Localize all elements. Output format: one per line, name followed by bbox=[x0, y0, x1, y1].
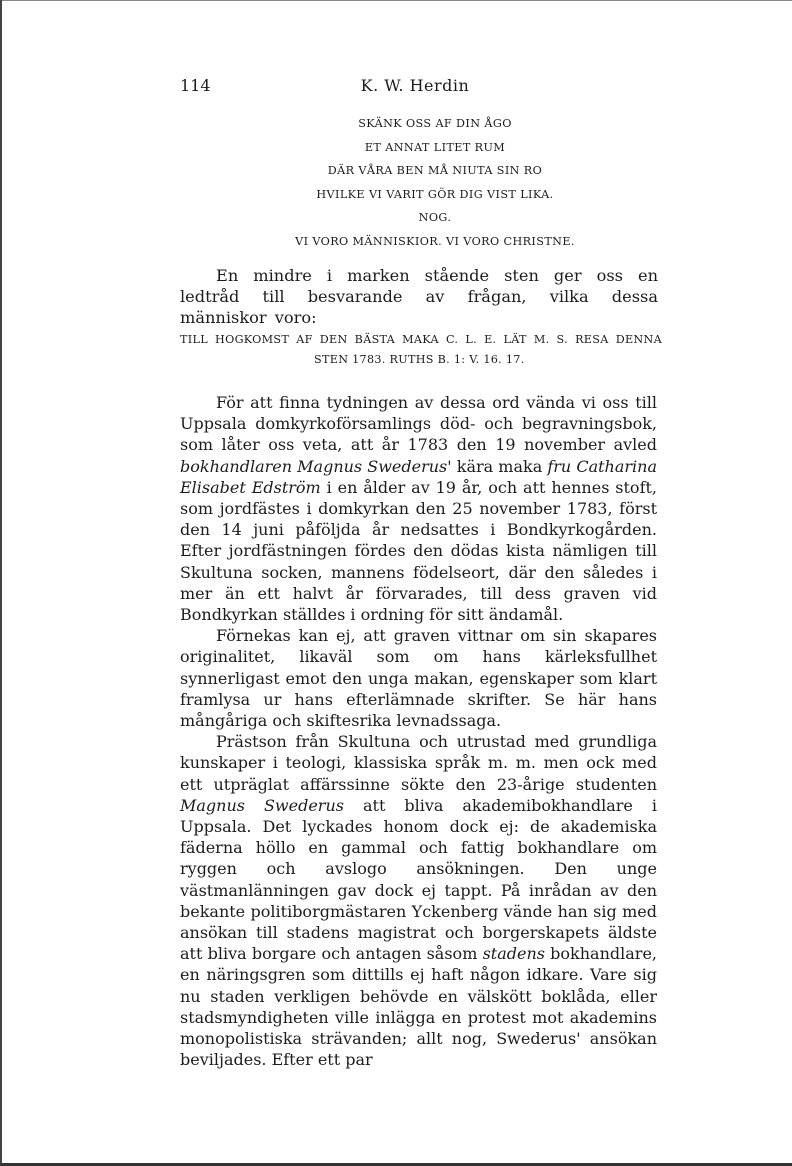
paragraph-1-text-c: i en ålder av 19 år, och att hennes stoft, som jordfästes i domkyrkan den 25 november 1783, först den 14 juni påföljda år nedsattes i Bondkyrkogården. Efter jordfästningen fördes den dödas kista nämligen till Skultuna socken, mannens födelseort, där den således i mer än ett halvt år förvarades, till dess graven vid Bondkyrkan ställdes i ordning för sitt ändamål. bbox=[180, 477, 658, 625]
inscription-line: NOG. bbox=[418, 211, 452, 225]
intro-paragraph: En mindre i marken stående sten ger oss en ledtråd till besvarande av frågan, vilka dessa människor voro: bbox=[180, 266, 658, 327]
stone-inscription-line-2: STEN 1783. RUTHS B. 1: V. 16. 17. bbox=[314, 353, 525, 366]
paragraph-1-italic-b: fru Catharina Elisabet Edström bbox=[180, 456, 658, 497]
inscription-line: DÄR VÅRA BEN MÅ NIUTA SIN RO bbox=[327, 164, 543, 178]
stone-inscription bbox=[180, 330, 662, 370]
paragraph-3-text-b: att bliva akademibokhandlare i Uppsala. Det lyckades honom dock ej: de akademiska fäderna höllo en gammal och fattig bokhandlare om ryggen och avslogo ansökningen. Den unge västmanlänningen gav dock ej tappt. På inrådan av den bekante politiborgmästaren Yckenberg vände han sig med ansökan till stadens magistrat och borgerskapets äldste att bliva borgare och antagen såsom bbox=[180, 795, 658, 964]
paragraph-1-italic-a: bokhandlaren Magnus Swederus' bbox=[180, 456, 452, 476]
paragraph-3-text-c: bokhandlare, en näringsgren som dittills ej haft någon idkare. Vare sig nu staden verkligen behövde en välskött boklåda, eller stadsmyndigheten ville inlägga en protest mot akademins monopolistiska strävanden; allt nog, Swederus' ansökan beviljades. Efter ett par bbox=[180, 944, 658, 1070]
paragraph-1-text-b: kära maka bbox=[451, 456, 548, 476]
page-header bbox=[180, 76, 650, 98]
paragraph-2: Förnekas kan ej, att graven vittnar om sin skapares originalitet, likaväl som om hans kärleksfullhet synnerligast emot den unga makan, egenskaper som klart framlysa ur hans efterlämnade skrifter. Se här hans mångåriga och skiftesrika levnadssaga. bbox=[180, 626, 657, 731]
paragraph-1-text-a: För att finna tydningen av dessa ord vända vi oss till Uppsala domkyrkoförsamlings död- och begravningsbok, som låter oss veta, att år 1783 den 19 november avled bbox=[180, 393, 657, 455]
stone-inscription-line-1: TILL HOGKOMST AF DEN BÄSTA MAKA C. L. E. LÄT M. S. RESA DENNA bbox=[180, 333, 662, 346]
paragraph-3-italic-b: stadens bbox=[482, 944, 545, 964]
scan-edge-left bbox=[0, 0, 2, 1166]
inscription-line: VI VORO MÄNNISKIOR. VI VORO CHRISTNE. bbox=[295, 234, 575, 248]
paragraph-1 bbox=[180, 392, 657, 625]
grave-inscription bbox=[190, 112, 680, 254]
inscription-line: SKÄNK OSS AF DIN ÅGO bbox=[358, 117, 512, 130]
scan-edge-top bbox=[0, 0, 792, 1]
inscription-line: ET ANNAT LITET RUM bbox=[364, 140, 506, 154]
paragraph-3-italic-a: Magnus Swederus bbox=[180, 795, 344, 815]
page-number: 114 bbox=[180, 76, 211, 95]
body-text bbox=[180, 392, 657, 1071]
paragraph-3-text-a: Prästson från Skultuna och utrustad med grundliga kunskaper i teologi, klassiska språk m. m. men ock med ett utpräglat affärssinne sökte den 23-årige studenten bbox=[180, 732, 657, 794]
inscription-line: HVILKE VI VARIT GÖR DIG VIST LIKA. bbox=[316, 187, 554, 201]
running-title: K. W. Herdin bbox=[360, 76, 470, 95]
paragraph-3 bbox=[180, 731, 657, 1070]
